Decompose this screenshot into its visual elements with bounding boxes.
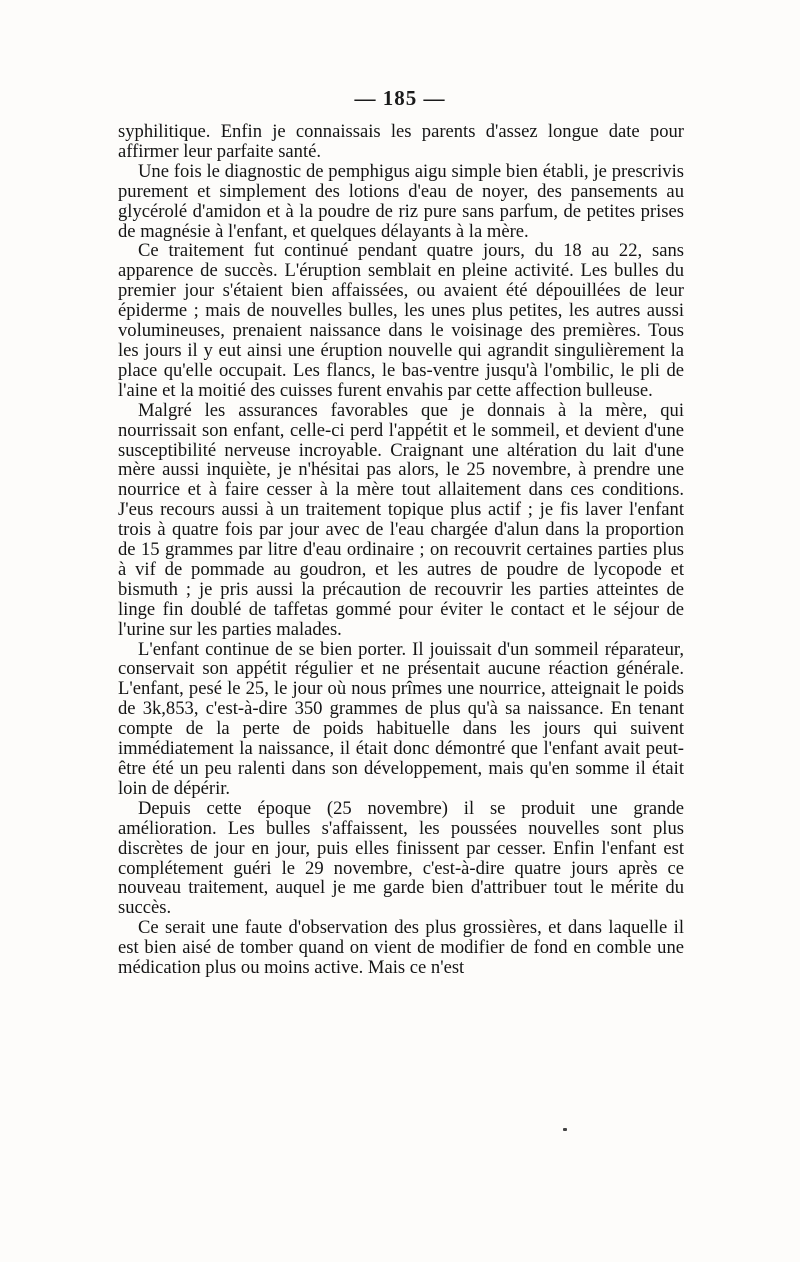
- paragraph-2: Une fois le diagnostic de pemphigus aigu simple bien établi, je prescrivis purement et simplement des lotions d'eau de noyer, des pansements au glycérolé d'amidon et à la poudre de riz pure sans parfum, de petites prises de magnésie à l'enfant, et quelques délayants à la mère.: [118, 160, 684, 242]
- paragraph-3: Ce traitement fut continué pendant quatre jours, du 18 au 22, sans apparence de succès. L'éruption semblait en pleine activité. Les bulles du premier jour s'étaient bien affaissées, ou avaient été dépouillées de leur épiderme ; mais de nouvelles bulles, les unes plus petites, les autres aussi volumineuses, prenaient naissance dans le voisinage des premières. Tous les jours il y eut ainsi une éruption nouvelle qui agrandit singulièrement la place qu'elle occupait. Les flancs, le bas-ventre jusqu'à l'ombilic, le pli de l'aine et la moitié des cuisses furent envahis par cette affection bulleuse.: [118, 240, 684, 401]
- paragraph-1: syphilitique. Enfin je connaissais les parents d'assez longue date pour affirmer leur parfaite santé.: [118, 121, 684, 162]
- paragraph-4: Malgré les assurances favorables que je donnais à la mère, qui nourrissait son enfant, celle-ci perd l'appétit et le sommeil, et devient d'une susceptibilité nerveuse incroyable. Craignant une altération du lait d'une mère aussi inquiète, je n'hésitai pas alors, le 25 novembre, à prendre une nourrice et à faire cesser à la mère tout allaitement dans ces conditions. J'eus recours aussi à un traitement topique plus actif ; je fis laver l'enfant trois à quatre fois par jour avec de l'eau chargée d'alun dans la proportion de 15 grammes par litre d'eau ordinaire ; on recouvrit certaines parties plus à vif de pommade au goudron, et les autres de poudre de lycopode et bismuth ; je pris aussi la précaution de recouvrir les parties atteintes de linge fin doublé de taffetas gommé pour éviter le contact et le séjour de l'urine sur les parties malades.: [118, 399, 684, 640]
- paragraph-7: Ce serait une faute d'observation des plus grossières, et dans laquelle il est bien aisé de tomber quand on vient de modifier de fond en comble une médication plus ou moins active. Mais ce n'est: [118, 917, 684, 979]
- page-number: — 185 —: [354, 86, 446, 110]
- ink-speck: [563, 1128, 567, 1131]
- body-text: [118, 122, 684, 978]
- paragraph-6: Depuis cette époque (25 novembre) il se produit une grande amélioration. Les bulles s'affaissent, les poussées nouvelles sont plus discrètes de jour en jour, puis elles finissent par cesser. Enfin l'enfant est complétement guéri le 29 novembre, c'est-à-dire quatre jours après ce nouveau traitement, auquel je me garde bien d'attribuer tout le mérite du succès.: [118, 797, 684, 919]
- paragraph-5: L'enfant continue de se bien porter. Il jouissait d'un sommeil réparateur, conservait son appétit régulier et ne présentait aucune réaction générale. L'enfant, pesé le 25, le jour où nous prîmes une nourrice, atteignait le poids de 3k,853, c'est-à-dire 350 grammes de plus qu'à sa naissance. En tenant compte de la perte de poids habituelle dans les jours qui suivent immédiatement la naissance, il était donc démontré que l'enfant avait peut-être été un peu ralenti dans son développement, mais qu'en somme il était loin de dépérir.: [118, 638, 684, 799]
